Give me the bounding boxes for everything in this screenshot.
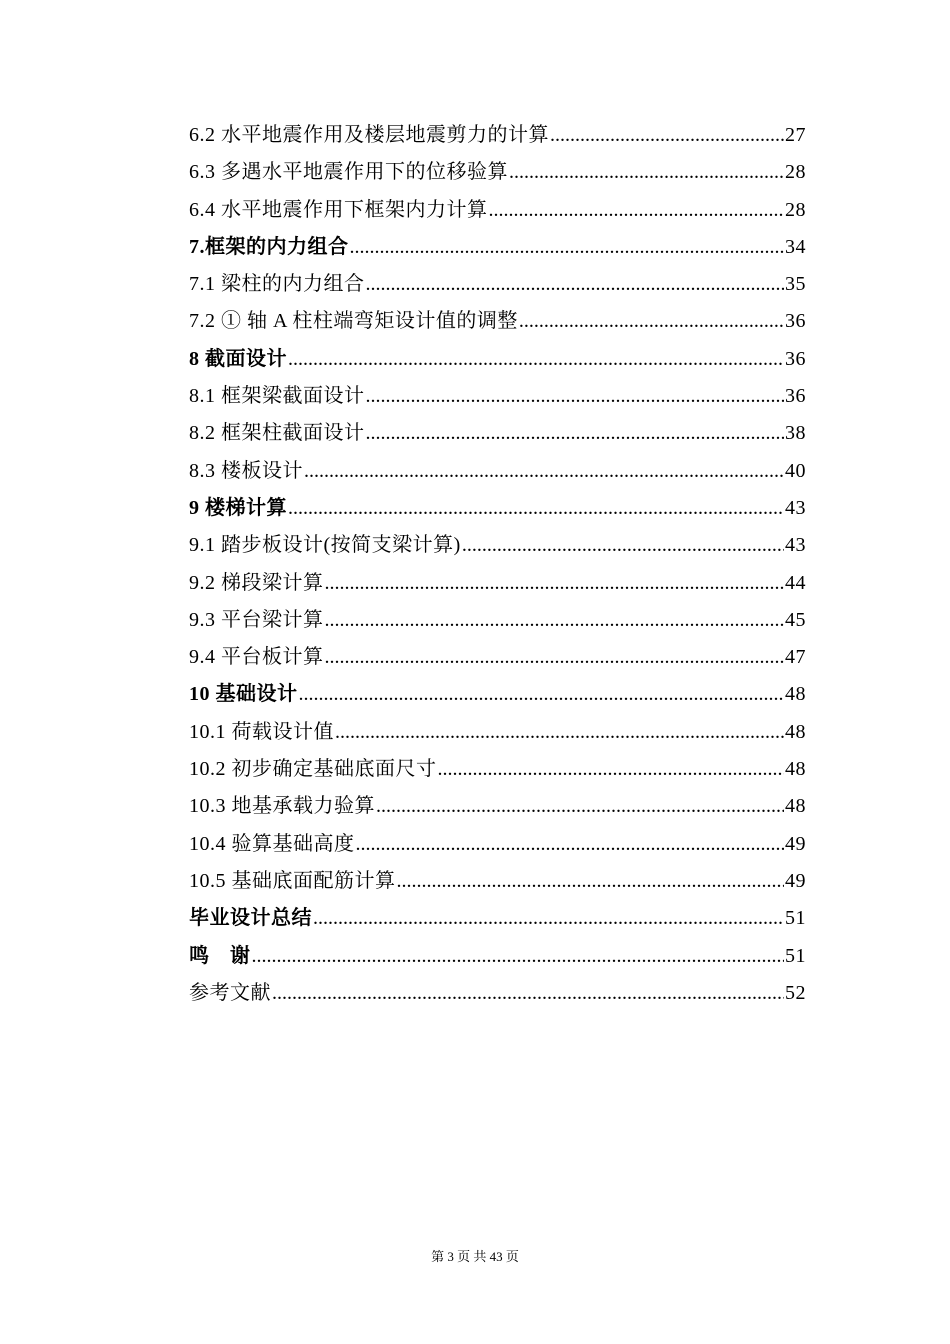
toc-entry-page: 43 (785, 496, 806, 519)
toc-entry[interactable] (189, 975, 806, 1012)
toc-entry-title: 10.3 地基承载力验算 (189, 795, 375, 818)
toc-leader-dots (462, 527, 784, 564)
toc-entry[interactable] (189, 453, 806, 490)
toc-entry[interactable] (189, 602, 806, 639)
toc-entry-page: 48 (785, 720, 806, 743)
toc-entry-page: 48 (785, 683, 806, 706)
toc-entry-title: 9.2 梯段梁计算 (189, 571, 324, 594)
toc-entry-title: 10 基础设计 (189, 683, 298, 706)
page-footer: 第 3 页 共 43 页 (431, 1249, 519, 1264)
toc-entry-title: 6.4 水平地震作用下框架内力计算 (189, 198, 488, 221)
toc-entry[interactable] (189, 527, 806, 564)
toc-leader-dots (489, 192, 785, 229)
toc-entry-title: 鸣 谢 (189, 944, 251, 967)
toc-entry-page: 47 (785, 646, 806, 669)
toc-entry-title: 8.2 框架柱截面设计 (189, 422, 365, 445)
toc-leader-dots (376, 788, 784, 825)
toc-entry-page: 27 (785, 124, 806, 146)
toc-entry-title: 10.1 荷载设计值 (189, 720, 334, 743)
toc-leader-dots (509, 154, 784, 191)
toc-leader-dots (288, 341, 784, 378)
toc-leader-dots (288, 490, 784, 527)
toc-leader-dots (366, 378, 785, 415)
toc-entry-title: 8 截面设计 (189, 347, 287, 370)
toc-entry[interactable] (189, 863, 806, 900)
toc-entry-title: 10.2 初步确定基础底面尺寸 (189, 758, 437, 781)
toc-entry[interactable] (189, 117, 806, 154)
toc-leader-dots (438, 751, 785, 788)
toc-entry-title: 9.3 平台梁计算 (189, 608, 324, 631)
toc-entry-page: 38 (785, 422, 806, 445)
toc-entry[interactable] (189, 378, 806, 415)
toc-entry-page: 52 (785, 981, 806, 1004)
toc-entry-page: 34 (785, 235, 806, 258)
toc-entry-page: 51 (785, 907, 806, 930)
toc-entry[interactable] (189, 266, 806, 303)
toc-entry-title: 10.5 基础底面配筋计算 (189, 869, 396, 892)
toc-entry-page: 51 (785, 944, 806, 967)
toc-leader-dots (272, 975, 784, 1012)
toc-entry[interactable] (189, 192, 806, 229)
toc-leader-dots (350, 229, 785, 266)
toc-entry[interactable] (189, 565, 806, 602)
toc-leader-dots (335, 714, 784, 751)
toc-entry[interactable] (189, 714, 806, 751)
toc-entry-page: 44 (785, 571, 806, 594)
toc-entry-page: 28 (785, 161, 806, 184)
toc-entry-title: 10.4 验算基础高度 (189, 832, 355, 855)
toc-entry-page: 49 (785, 869, 806, 892)
toc-chapter-entry[interactable] (189, 229, 806, 266)
toc-leader-dots (325, 639, 785, 676)
toc-entry-title: 毕业设计总结 (189, 907, 312, 930)
toc-entry-page: 43 (785, 534, 806, 557)
toc-entry-page: 45 (785, 608, 806, 631)
toc-chapter-entry[interactable] (189, 900, 806, 937)
toc-entry-page: 49 (785, 832, 806, 855)
toc-entry[interactable] (189, 826, 806, 863)
toc-entry-title: 7.2 ① 轴 A 柱柱端弯矩设计值的调整 (189, 310, 518, 333)
toc-entry[interactable] (189, 154, 806, 191)
toc-leader-dots (325, 565, 785, 602)
toc-entry[interactable] (189, 303, 806, 340)
toc-entry-page: 48 (785, 795, 806, 818)
toc-entry-title: 8.1 框架梁截面设计 (189, 385, 365, 408)
toc-entry-page: 36 (785, 347, 806, 370)
toc-entry-page: 48 (785, 758, 806, 781)
toc-entry-page: 36 (785, 385, 806, 408)
toc-entry-page: 35 (785, 273, 806, 296)
toc-entry[interactable] (189, 639, 806, 676)
toc-leader-dots (356, 826, 785, 863)
toc-entry-page: 36 (785, 310, 806, 333)
toc-leader-dots (519, 303, 784, 340)
toc-chapter-entry[interactable] (189, 938, 806, 975)
toc-entry-title: 9 楼梯计算 (189, 496, 287, 519)
toc-entry-title: 6.2 水平地震作用及楼层地震剪力的计算 (189, 124, 549, 146)
toc-chapter-entry[interactable] (189, 341, 806, 378)
toc-entry-title: 参考文献 (189, 981, 271, 1004)
toc-leader-dots (313, 900, 784, 937)
toc-entry-page: 40 (785, 459, 806, 482)
toc-entry-title: 8.3 楼板设计 (189, 459, 303, 482)
toc-entry-title: 7.1 梁柱的内力组合 (189, 273, 365, 296)
toc-chapter-entry[interactable] (189, 676, 806, 713)
toc-entry-title: 7.框架的内力组合 (189, 235, 349, 258)
toc-leader-dots (397, 863, 785, 900)
toc-leader-dots (299, 676, 785, 713)
toc-entry-title: 9.1 踏步板设计(按简支梁计算) (189, 534, 461, 557)
toc-entry[interactable] (189, 788, 806, 825)
toc-leader-dots (550, 117, 784, 154)
toc-entry-title: 6.3 多遇水平地震作用下的位移验算 (189, 161, 508, 184)
toc-leader-dots (325, 602, 785, 639)
table-of-contents (189, 117, 806, 1012)
toc-entry-page: 28 (785, 198, 806, 221)
toc-leader-dots (366, 266, 785, 303)
toc-entry[interactable] (189, 415, 806, 452)
toc-entry[interactable] (189, 751, 806, 788)
toc-entry-title: 9.4 平台板计算 (189, 646, 324, 669)
toc-chapter-entry[interactable] (189, 490, 806, 527)
toc-leader-dots (304, 453, 784, 490)
toc-leader-dots (366, 415, 785, 452)
toc-leader-dots (252, 938, 785, 975)
